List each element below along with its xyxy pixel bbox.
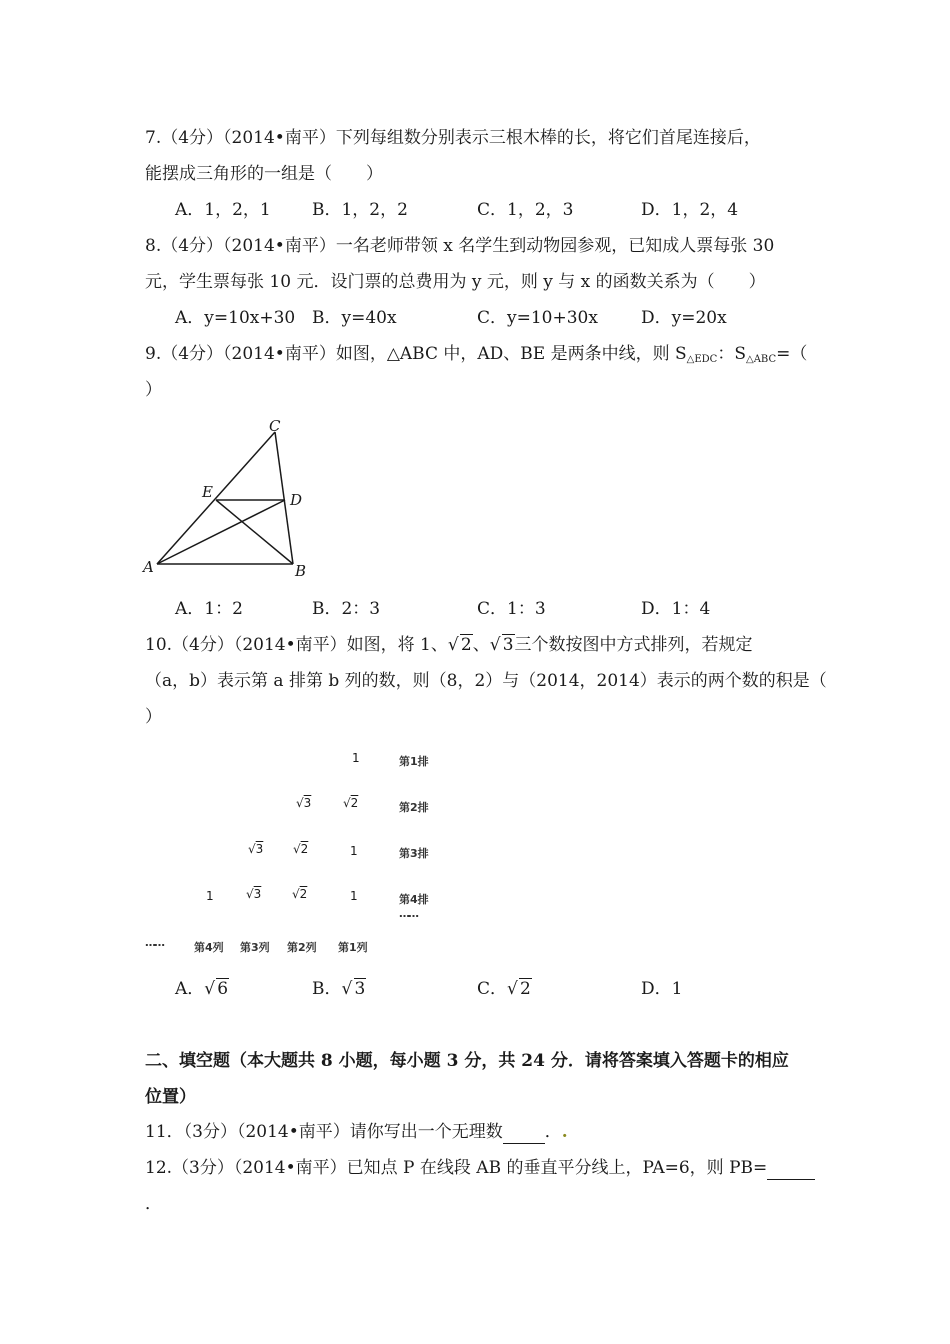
q9-tail: =（ (776, 344, 808, 364)
q10-option-d: D．1 (641, 979, 683, 999)
row-label-2: 第2排 (399, 801, 429, 814)
q9-text: 9.（4分）（2014•南平）如图，△ABC 中，AD、BE 是两条中线，则 S (145, 344, 687, 364)
q9-line1 (145, 343, 807, 371)
label-e: E (202, 483, 213, 501)
q9-line2: ） (145, 380, 162, 400)
q8-options (175, 307, 815, 329)
q11-end: ． (544, 1122, 562, 1142)
sqrt-2-option: √ 2 (507, 979, 531, 999)
q8-option-a: A．y=10x+30 (175, 308, 296, 328)
q7-line2: 能摆成三角形的一组是（ ） (145, 164, 383, 184)
triangle-figure (140, 415, 320, 585)
section2-heading-line1: 二、填空题（本大题共 8 小题，每小题 3 分，共 24 分．请将答案填入答题卡的相应 (145, 1051, 789, 1071)
median-be (216, 500, 293, 564)
row-label-3: 第3排 (399, 847, 429, 860)
cell-r2-c1: √2 (343, 796, 359, 810)
q8-option-b: B．y=40x (312, 308, 397, 328)
sqrt-3: √ 3 (489, 635, 514, 655)
q9-option-b: B．2：3 (312, 599, 381, 619)
cell-r2-c2: √3 (296, 796, 312, 810)
q10-option-c: C． √ 2 (477, 979, 531, 999)
q12-line1 (145, 1157, 815, 1180)
q9-options (175, 598, 815, 620)
q10-text-c: 三个数按图中方式排列，若规定 (514, 635, 753, 655)
q10-text-a: 10.（4分）（2014•南平）如图，将 1、 (145, 635, 448, 655)
col-label-4: 第4列 (194, 941, 224, 954)
cell-r4-c3: √3 (246, 887, 262, 901)
q9-option-c: C．1：3 (477, 599, 546, 619)
q11-text: 11．（3分）（2014•南平）请你写出一个无理数 (145, 1122, 503, 1142)
section2-heading-line2: 位置） (145, 1087, 196, 1107)
q9-sub-edc: △EDC (686, 354, 718, 365)
q10-options (175, 978, 815, 1000)
sqrt-6: √ 6 (204, 979, 229, 999)
q8-option-d: D．y=20x (641, 308, 727, 328)
median-ad (157, 500, 285, 564)
q10-line2: （a，b）表示第 a 排第 b 列的数，则（8，2）与（2014，2014）表示的两个数的积是（ (145, 671, 827, 691)
q7-option-d: D．1，2，4 (641, 200, 739, 220)
cell-r3-c1: 1 (350, 844, 358, 858)
sqrt-2-value: 2 (460, 635, 472, 655)
row-ellipsis: …… (399, 907, 417, 920)
q11-answer-blank[interactable] (503, 1121, 545, 1144)
label-d: D (290, 491, 303, 509)
q8-option-c: C．y=10+30x (477, 308, 598, 328)
label-c: C (269, 417, 281, 435)
label-a: A (143, 558, 154, 576)
q8-line2: 元，学生票每张 10 元．设门票的总费用为 y 元，则 y 与 x 的函数关系为（ ） (145, 272, 766, 292)
q9-ratio-sep: ：S (717, 344, 746, 364)
q9-option-d: D．1：4 (641, 599, 711, 619)
col-label-2: 第2列 (287, 941, 317, 954)
row-label-4: 第4排 (399, 893, 429, 906)
q10-line3: ） (145, 707, 162, 727)
q7-option-c: C．1，2，3 (477, 200, 574, 220)
sqrt-3-value: 3 (502, 635, 514, 655)
q9-option-a: A．1：2 (175, 599, 243, 619)
cell-r4-c2: √2 (292, 887, 308, 901)
q10-option-b: B． √ 3 (312, 979, 366, 999)
sqrt-2: √ 2 (447, 635, 472, 655)
cell-r3-c2: √2 (293, 842, 309, 856)
q10-line1 (145, 634, 753, 656)
label-b: B (295, 562, 307, 580)
side-ac (157, 432, 275, 564)
q12-answer-blank[interactable] (767, 1157, 815, 1180)
col-label-1: 第1列 (338, 941, 368, 954)
cell-r3-c3: √3 (248, 842, 264, 856)
q11-mark: . (561, 1122, 568, 1142)
q10-option-a: A． √ 6 (175, 979, 229, 999)
q11-line (145, 1121, 568, 1144)
q10-text-b: 、 (472, 635, 490, 655)
cell-r4-c1: 1 (350, 889, 358, 903)
q7-line1: 7.（4分）（2014•南平）下列每组数分别表示三根木棒的长，将它们首尾连接后， (145, 128, 761, 148)
sqrt-3-option: √ 3 (341, 979, 366, 999)
col-ellipsis: …… (145, 936, 163, 949)
q9-sub-abc: △ABC (746, 354, 777, 365)
q7-option-a: A．1，2，1 (175, 200, 271, 220)
cell-r1-c1: 1 (352, 751, 360, 765)
q12-text: 12.（3分）（2014•南平）已知点 P 在线段 AB 的垂直平分线上，PA=6，则 PB= (145, 1158, 768, 1178)
q7-options (175, 199, 815, 221)
cell-r4-c4: 1 (206, 889, 214, 903)
q8-line1: 8.（4分）（2014•南平）一名老师带领 x 名学生到动物园参观，已知成人票每张 30 (145, 236, 775, 256)
col-label-3: 第3列 (240, 941, 270, 954)
row-label-1: 第1排 (399, 755, 429, 768)
q12-line2: ． (145, 1194, 162, 1214)
q7-option-b: B．1，2，2 (312, 200, 408, 220)
